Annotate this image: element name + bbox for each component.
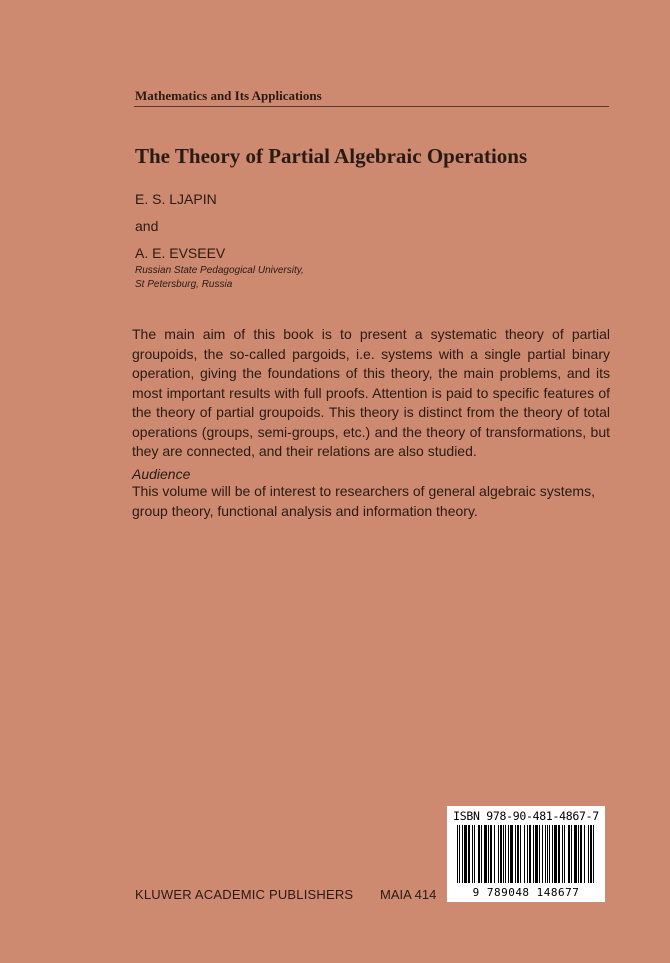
isbn-label: ISBN 978-90-481-4867-7 bbox=[453, 809, 599, 823]
author-1: E. S. LJAPIN bbox=[135, 191, 217, 207]
affiliation-line-1: Russian State Pedagogical University, bbox=[135, 265, 304, 276]
series-name: Mathematics and Its Applications bbox=[135, 88, 322, 103]
author-affiliation bbox=[135, 264, 304, 292]
affiliation-line-2: St Petersburg, Russia bbox=[135, 279, 233, 290]
publisher-name: KLUWER ACADEMIC PUBLISHERS bbox=[135, 887, 354, 902]
audience-text: This volume will be of interest to researchers of general algebraic systems, group theory, functional analysis and information theory. bbox=[132, 483, 595, 519]
book-abstract: The main aim of this book is to present a systematic theory of partial groupoids, the so-called pargoids, i.e. systems with a single partial binary operation, giving the foundations of this theory, the main problems, and its most important results with full proofs. Attention is paid to specific features of the theory of partial groupoids. This theory is distinct from the theory of total operations (groups, semi-groups, etc.) and the theory of transformations, but they are connected, and their relations are also studied. bbox=[132, 326, 610, 459]
series-number: MAIA 414 bbox=[380, 887, 437, 902]
series-rule bbox=[134, 106, 609, 107]
barcode-image bbox=[455, 825, 597, 887]
barcode-number: 9 789048 148677 bbox=[472, 886, 580, 899]
barcode-panel bbox=[447, 806, 605, 902]
author-conjunction: and bbox=[135, 218, 159, 234]
audience-heading: Audience bbox=[132, 466, 191, 482]
book-title: The Theory of Partial Algebraic Operations bbox=[135, 144, 528, 168]
author-2: A. E. EVSEEV bbox=[135, 245, 226, 261]
